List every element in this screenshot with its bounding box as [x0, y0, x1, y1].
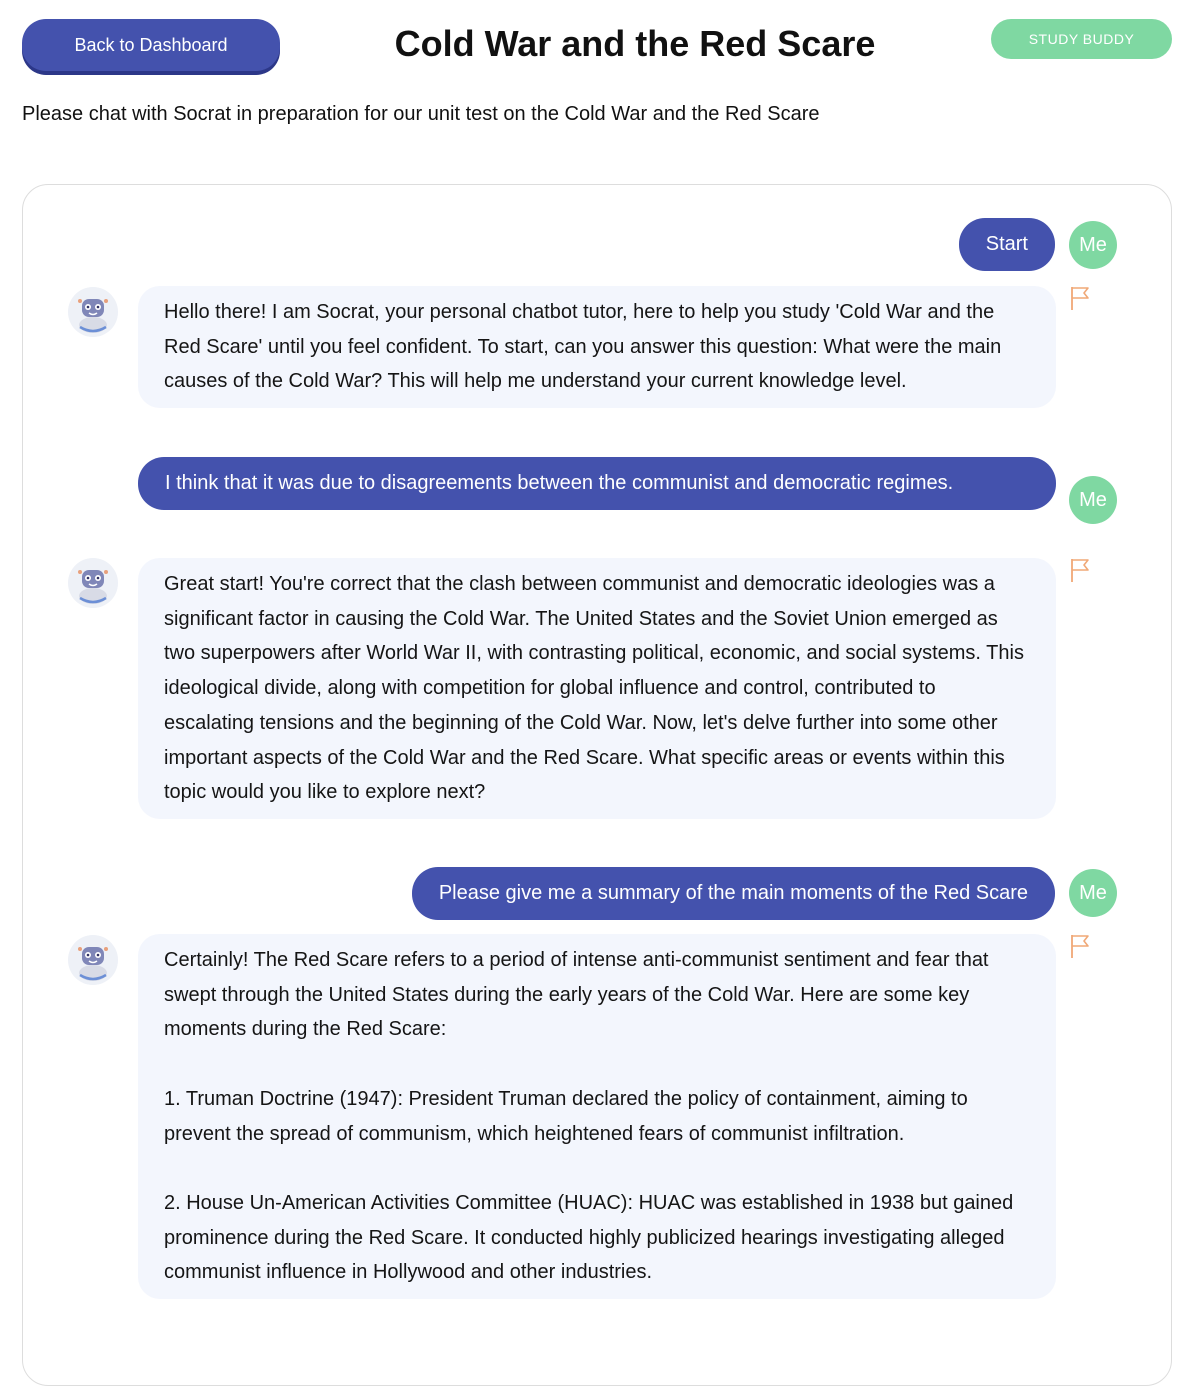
user-avatar: Me	[1069, 869, 1117, 917]
bot-message: Certainly! The Red Scare refers to a period of intense anti-communist sentiment and fear that swept through the United States during the early years of the Cold War. Here are some key moments during the Red Scare: 1. Truman Doctrine (1947): President Truman declared the policy of containment, aiming to prevent the spread of communism, which heightened fears of communist infiltration. 2. House Un-American Activities Committee (HUAC): HUAC was established in 1938 but gained prominence during the Red Scare. It conducted highly publicized hearings investigating alleged communist influence in Hollywood and other industries.	[138, 934, 1056, 1299]
bot-message: Great start! You're correct that the clash between communist and democratic ideologies was a significant factor in causing the Cold War. The United States and the Soviet Union emerged as two superpowers after World War II, with contrasting political, economic, and social systems. This ideological divide, along with competition for global influence and control, contributed to escalating tensions and the beginning of the Cold War. Now, let's delve further into some other important aspects of the Cold War and the Red Scare. What specific areas or events within this topic would you like to explore next?	[138, 558, 1056, 819]
flag-icon[interactable]	[1069, 285, 1093, 311]
page-title: Cold War and the Red Scare	[394, 23, 876, 64]
flag-icon[interactable]	[1069, 557, 1093, 583]
chat-panel	[22, 184, 1172, 1386]
study-buddy-badge: STUDY BUDDY	[991, 19, 1172, 59]
user-message: Start	[959, 218, 1055, 271]
robot-avatar-icon	[68, 558, 118, 608]
robot-avatar-icon	[68, 935, 118, 985]
user-avatar: Me	[1069, 476, 1117, 524]
back-to-dashboard-button[interactable]: Back to Dashboard	[22, 19, 280, 71]
robot-avatar-icon	[68, 287, 118, 337]
flag-icon[interactable]	[1069, 933, 1093, 959]
bot-message: Hello there! I am Socrat, your personal chatbot tutor, here to help you study 'Cold War and the Red Scare' until you feel confident. To start, can you answer this question: What were the main causes of the Cold War? This will help me understand your current knowledge level.	[138, 286, 1056, 408]
user-message: I think that it was due to disagreements between the communist and democratic regimes.	[138, 457, 1056, 510]
assignment-instructions: Please chat with Socrat in preparation for our unit test on the Cold War and the Red Scare	[22, 103, 820, 125]
user-message: Please give me a summary of the main moments of the Red Scare	[412, 867, 1055, 920]
user-avatar: Me	[1069, 221, 1117, 269]
